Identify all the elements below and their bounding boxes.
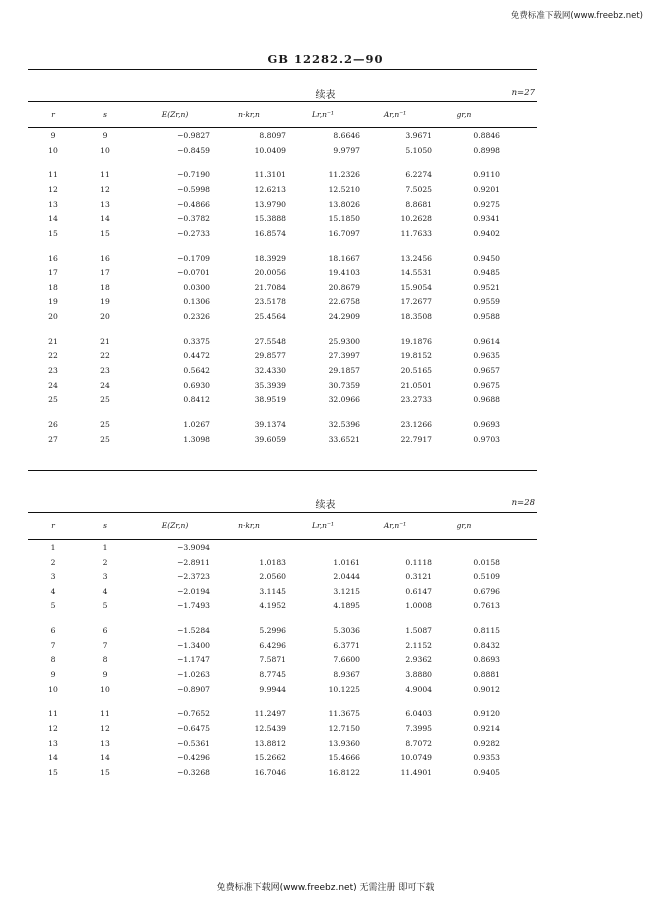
table-cell: 10 [100,684,110,694]
table-cell: 0.9214 [473,724,500,733]
table-cell: 10 [48,684,58,694]
table-cell: 5 [102,601,108,611]
table-row [28,214,537,226]
table-cell: 25 [48,395,58,405]
table-row [28,297,537,309]
table-row [28,587,537,599]
table-row [28,337,537,349]
table-cell: −0.8459 [177,145,210,155]
table-row [28,626,537,638]
table-cell: 39.1374 [254,420,286,429]
table-row [28,381,537,393]
col-header-g: gr,n [456,110,472,119]
table-cell: 12.5439 [254,724,286,733]
standard-header: GB 12282.2—90 [267,52,384,66]
table-cell: 22.6758 [328,297,360,307]
table-row [28,655,537,667]
table-cell: 16.8122 [328,767,360,777]
table1-top-rule [28,101,537,102]
table-cell: 39.6059 [254,434,286,444]
table-cell: 7.5025 [405,185,432,194]
table-cell: 7 [102,640,108,650]
table-cell: 14 [48,753,58,763]
table-row [28,312,537,324]
table-cell: 0.8693 [473,655,500,665]
table-row [28,395,537,407]
table-cell: 14 [48,214,58,224]
table-cell: 0.9693 [473,420,500,429]
table2-header-row [28,521,537,533]
table-cell: 2.1152 [405,640,432,650]
table-row [28,601,537,613]
table-cell: 0.3121 [405,572,432,582]
table2-title: 续表 [315,500,336,511]
table-cell: 11 [48,709,58,719]
table-cell: 16.7097 [328,228,360,238]
table-cell: −0.7652 [177,709,210,719]
col-header-a: Ar,n⁻¹ [383,110,407,119]
table-cell: 0.8432 [473,640,500,650]
table-cell: 5.3036 [333,626,360,636]
table-cell: 0.9402 [473,228,500,238]
table-cell: 0.9635 [473,351,500,361]
table-cell: 6 [102,626,108,636]
table-cell: 8.7072 [405,738,432,748]
table-cell: 0.9485 [473,268,500,278]
col-header-g: gr,n [456,521,472,530]
table-cell: 19.4103 [328,268,360,278]
table-cell: 2 [50,557,56,567]
table-row [28,558,537,570]
table-cell: 6.3771 [333,640,360,650]
table-cell: 11.2497 [254,709,286,719]
table-cell: 11.4901 [400,767,432,777]
table-cell: 0.9703 [473,434,500,444]
table-cell: 0.9657 [473,366,500,375]
table-cell: 2.0444 [333,572,360,582]
table-cell: 7.3995 [405,724,432,733]
table-cell: 0.9110 [473,170,500,180]
col-header-r: r [51,110,55,119]
table-cell: 0.7613 [473,601,500,611]
table-cell: 13 [100,738,110,748]
table-cell: 8 [50,655,56,665]
table-cell: −2.3723 [177,572,210,582]
table-cell: 0.3375 [183,336,210,346]
table-cell: 18.3929 [254,253,286,263]
table-cell: 5.2996 [259,626,286,636]
table-cell: 12.7150 [328,724,360,733]
table-cell: 0.0158 [473,557,500,567]
table-cell: 32.5396 [328,420,360,429]
table-row [28,185,537,197]
table-cell: −0.3782 [177,214,210,224]
table-cell: 3.1145 [259,586,286,596]
table-cell: 33.6521 [328,434,360,444]
table-cell: 0.8846 [473,131,500,140]
table-cell: 0.9588 [473,312,500,321]
table-cell: 10.1225 [328,684,360,694]
table-cell: 1.5087 [405,626,432,636]
table-row [28,724,537,736]
table-cell: 20 [100,312,110,321]
table-cell: 0.9614 [473,336,500,346]
table-cell: 23.5178 [254,297,286,307]
table-cell: 13.9360 [328,738,360,748]
table-cell: 5 [50,601,56,611]
table-row [28,254,537,266]
table-cell: 14 [100,753,110,763]
table-cell: 27.5548 [254,336,286,346]
table-cell: 25.4564 [254,312,286,321]
table-cell: 15.2662 [254,753,286,763]
table-cell: 16 [48,253,58,263]
table-cell: 0.8998 [473,145,500,155]
table-cell: 25 [100,420,110,429]
table-row [28,709,537,721]
table-cell: 4 [102,586,108,596]
table-row [28,283,537,295]
table-cell: −0.4296 [177,753,210,763]
table-cell: 0.9201 [473,185,500,194]
table-cell: 21 [48,336,58,346]
col-header-nk: n·kr,n [238,110,260,119]
table-cell: 21.0501 [400,380,432,390]
table-row [28,229,537,241]
table2-header-rule [28,539,537,540]
table2-n-label: n=28 [511,498,535,508]
table-cell: 0.4472 [183,351,210,361]
table-cell: 15 [48,767,58,777]
table-cell: 9 [50,670,56,679]
table-cell: −0.3268 [177,767,210,777]
table-cell: 8.8681 [405,199,432,209]
table-cell: 15.3888 [254,214,286,224]
col-header-e: E(Zr,n) [161,521,189,530]
table-cell: 0.5642 [183,366,210,375]
table-cell: 13 [48,199,58,209]
table1-title: 续表 [315,90,336,101]
table-cell: 0.6796 [473,586,500,596]
table-cell: 1.0008 [405,601,432,611]
table-cell: 0.9675 [473,380,500,390]
table-cell: 25 [100,395,110,405]
table-cell: 25.9300 [328,336,360,346]
table-cell: 6.2274 [405,170,432,180]
table-cell: 6.0403 [405,709,432,719]
table-cell: 7.6600 [333,655,360,665]
table-cell: 20 [48,312,58,321]
table-cell: 29.1857 [328,366,360,375]
table-row [28,543,537,555]
table-cell: 20.5165 [400,366,432,375]
table-cell: 0.8115 [473,626,500,636]
table-cell: 8.7745 [259,670,286,679]
table-cell: 23 [100,366,110,375]
table-cell: 0.9120 [473,709,500,719]
table-cell: 0.9353 [473,753,500,763]
table-cell: 23.1266 [400,420,432,429]
table-cell: 15.9054 [400,282,432,292]
table-cell: −1.7493 [177,601,210,611]
table-cell: 13.2456 [400,253,432,263]
table-cell: 0.8412 [183,395,210,405]
table-cell: 13.8812 [254,738,286,748]
table-cell: 7.5871 [259,655,286,665]
table-cell: −0.9827 [177,131,210,140]
table-cell: 7 [50,640,56,650]
table-cell: 4.1952 [259,601,286,611]
table-cell: 12.5210 [328,185,360,194]
table-cell: 9.9797 [333,145,360,155]
table-cell: 1.0267 [183,420,210,429]
table-cell: 12 [100,185,110,194]
table-cell: 2 [102,557,108,567]
table-cell: 22.7917 [400,434,432,444]
table-cell: 12 [100,724,110,733]
table2-top-rule [28,512,537,513]
table-row [28,572,537,584]
table-cell: 38.9519 [254,395,286,405]
table-cell: 0.9405 [473,767,500,777]
table-cell: 8.9367 [333,670,360,679]
table-row [28,435,537,447]
table-row [28,351,537,363]
table-cell: 11.3675 [328,709,360,719]
table-cell: 21.7084 [254,282,286,292]
table-row [28,768,537,780]
table-cell: 20.0056 [254,268,286,278]
table-cell: 0.2326 [183,312,210,321]
table-cell: −1.3400 [177,640,210,650]
table-cell: 18.1667 [328,253,360,263]
table-cell: 0.9521 [473,282,500,292]
table-cell: 4 [50,586,56,596]
table-cell: 13.9790 [254,199,286,209]
table-cell: 13 [48,738,58,748]
table-cell: 0.6930 [183,380,210,390]
table-cell: 19.1876 [400,336,432,346]
table-cell: 35.3939 [254,380,286,390]
table-cell: 18 [100,282,110,292]
table-cell: 16.7046 [254,767,286,777]
table-cell: 14 [100,214,110,224]
table-cell: 3.1215 [333,586,360,596]
table-cell: 8 [102,655,108,665]
table-cell: 11.2326 [328,170,360,180]
table-row [28,641,537,653]
table-cell: 4.1895 [333,601,360,611]
table-cell: 3 [102,572,108,582]
table-cell: 1.0161 [333,557,360,567]
table-cell: 13.8026 [328,199,360,209]
table-cell: −0.8907 [177,684,210,694]
table-cell: 0.1118 [405,557,432,567]
table-cell: 19 [100,297,110,307]
table-cell: 11.3101 [254,170,286,180]
table-cell: 24.2909 [328,312,360,321]
table-cell: 0.9450 [473,253,500,263]
table-cell: 24 [48,380,58,390]
table-cell: 20.8679 [328,282,360,292]
table-cell: 11.7633 [400,228,432,238]
table-cell: 15 [100,228,110,238]
table-cell: 2.9362 [405,655,432,665]
table-cell: 0.9275 [473,199,500,209]
col-header-l: Lr,n⁻¹ [312,521,334,530]
table-cell: 22 [48,351,58,361]
table-cell: −0.2733 [177,228,210,238]
table-cell: 14.5531 [400,268,432,278]
table-cell: 27.3997 [328,351,360,361]
table-cell: 23.2733 [400,395,432,405]
table-cell: −0.5998 [177,185,210,194]
table-cell: 9 [102,670,108,679]
table-cell: 15 [100,767,110,777]
table-cell: 9 [50,131,56,140]
table-cell: 5.1050 [405,145,432,155]
table-row [28,739,537,751]
table-cell: 3 [50,572,56,582]
table-cell: 9.9944 [259,684,286,694]
table-cell: 17 [48,268,58,278]
table-cell: 2.0560 [259,572,286,582]
table-cell: 0.1306 [183,297,210,307]
table-cell: 30.7359 [328,380,360,390]
table-cell: 32.0966 [328,395,360,405]
col-header-e: E(Zr,n) [161,110,189,119]
table-cell: 19.8152 [400,351,432,361]
table-cell: 8.6646 [333,131,360,140]
table-cell: 13 [100,199,110,209]
table-cell: 0.6147 [405,586,432,596]
table-cell: 32.4330 [254,366,286,375]
table-cell: 0.9341 [473,214,500,224]
col-header-s: s [103,521,107,530]
table-cell: −1.0263 [177,670,210,679]
table-cell: 0.9282 [473,738,500,748]
table-cell: 17 [100,268,110,278]
table-row [28,131,537,143]
table-row [28,685,537,697]
table-cell: 12.6213 [254,185,286,194]
table1-header-rule [28,127,537,128]
table-cell: 25 [100,434,110,444]
table-cell: 1.0183 [259,557,286,567]
col-header-nk: n·kr,n [238,521,260,530]
table-cell: 15.4666 [328,753,360,763]
table-row [28,670,537,682]
table1-header-row [28,110,537,122]
table-cell: −1.1747 [177,655,210,665]
table-cell: 10.0749 [400,753,432,763]
table-cell: 0.0300 [183,282,210,292]
table-cell: 0.9688 [473,395,500,405]
table-cell: 4.9004 [405,684,432,694]
table-cell: 16.8574 [254,228,286,238]
table-row [28,146,537,158]
col-header-r: r [51,521,55,530]
table-cell: 0.9012 [473,684,500,694]
table-cell: 1 [50,543,56,552]
table-cell: 9 [102,131,108,140]
table-cell: 16 [100,253,110,263]
table-cell: 10 [100,145,110,155]
table-cell: 10 [48,145,58,155]
table-cell: 3.8880 [405,670,432,679]
table-cell: 15 [48,228,58,238]
table-cell: −0.7190 [177,170,210,180]
site-watermark-top: 免费标准下载网(www.freebz.net) [510,11,643,21]
table-cell: 1 [102,543,108,552]
table-cell: 11 [100,709,110,719]
table-cell: 29.8577 [254,351,286,361]
table-cell: −0.4866 [177,199,210,209]
table-cell: −0.0701 [177,268,210,278]
table-cell: 10.0409 [254,145,286,155]
table-cell: 11 [100,170,110,180]
table-cell: 3.9671 [405,131,432,140]
table-cell: −0.5361 [177,738,210,748]
col-header-a: Ar,n⁻¹ [383,521,407,530]
table-cell: −2.0194 [177,586,210,596]
table-cell: 6 [50,626,56,636]
table-cell: −0.6475 [177,724,210,733]
table-cell: 12 [48,185,58,194]
table-cell: 12 [48,724,58,733]
col-header-l: Lr,n⁻¹ [312,110,334,119]
table-cell: 18 [48,282,58,292]
table-cell: 19 [48,297,58,307]
table-cell: 21 [100,336,110,346]
table-cell: 8.8097 [259,131,286,140]
table-cell: −2.8911 [177,557,210,567]
header-rule [28,69,537,70]
table-cell: −3.9094 [177,543,210,552]
table-cell: −0.1709 [177,253,210,263]
table-cell: 17.2677 [400,297,432,307]
site-watermark-bottom: 免费标准下载网(www.freebz.net) 无需注册 即可下载 [216,883,435,893]
table-cell: 11 [48,170,58,180]
table-cell: 18.3508 [400,312,432,321]
table-cell: 0.5109 [473,572,500,582]
table-cell: 27 [48,434,58,444]
table-cell: 1.3098 [183,434,210,444]
table-row [28,753,537,765]
table-cell: 22 [100,351,110,361]
table-cell: −1.5284 [177,626,210,636]
table-row [28,170,537,182]
col-header-s: s [103,110,107,119]
table-cell: 23 [48,366,58,375]
table1-n-label: n=27 [511,88,535,98]
table-cell: 6.4296 [259,640,286,650]
table-cell: 24 [100,380,110,390]
table-cell: 10.2628 [400,214,432,224]
table1-bottom-rule [28,470,537,471]
table-row [28,200,537,212]
table-cell: 0.9559 [473,297,500,307]
table-row [28,420,537,432]
table-cell: 15.1850 [328,214,360,224]
table-cell: 26 [48,420,58,429]
table-cell: 0.8881 [473,670,500,679]
table-row [28,268,537,280]
table-row [28,366,537,378]
